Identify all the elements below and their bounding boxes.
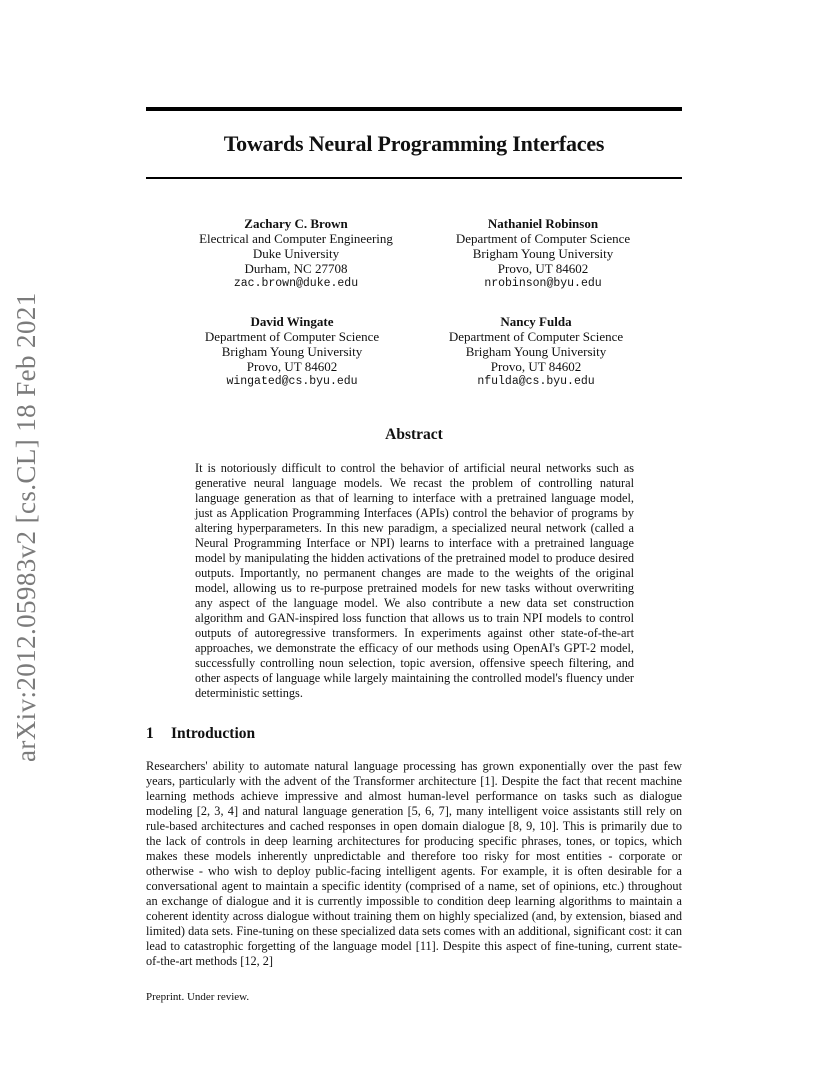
author-name: Zachary C. Brown <box>244 216 348 231</box>
author-address: Provo, UT 84602 <box>490 359 582 374</box>
author-address: Durham, NC 27708 <box>244 261 348 276</box>
author-block <box>166 216 426 291</box>
author-block <box>162 314 422 389</box>
section-title: Introduction <box>171 725 256 742</box>
section-number: 1 <box>146 725 154 742</box>
author-block <box>413 216 673 291</box>
arxiv-identifier-stamp: arXiv:2012.05983v2 [cs.CL] 18 Feb 2021 <box>11 292 41 762</box>
author-email: zac.brown@duke.edu <box>233 277 359 290</box>
title-top-rule <box>146 107 682 111</box>
introduction-text: Researchers' ability to automate natural language processing has grown exponentially over the past few years, particularly with the advent of the Transformer architecture [1]. Despite the fact that recent machine learning methods achieve impressive and almost human-level performance on tasks such as dialogue modeling [2, 3, 4] and natural language generation [5, 6, 7], many intelligent voice assistants still rely on rule-based architectures and cached responses in open domain dialogue [8, 9, 10]. This is primarily due to the lack of controls in deep learning architectures for producing specific phrases, tones, or topics, which makes these models inherently unpredictable and therefore too risky for most entities - corporate or otherwise - who wish to deploy public-facing intelligent agents. For example, it is often desirable for a conversational agent to maintain a specific identity (comprised of a name, set of opinions, etc.) throughout an exchange of dialogue and it is currently impossible to condition deep learning algorithms to maintain a coherent identity across dialogue without training them on highly specialized (and, by extension, biased and limited) data sets. Fine-tuning on these specialized data sets comes with an additional, significant cost: it can lead to catastrophic forgetting of the language model [11]. Despite this aspect of fine-tuning, current state-of-the-art methods [12, 2] <box>146 759 682 968</box>
author-email: nrobinson@byu.edu <box>484 277 602 290</box>
author-institution: Brigham Young University <box>472 246 614 261</box>
author-department: Department of Computer Science <box>455 231 631 246</box>
author-institution: Duke University <box>252 246 340 261</box>
author-institution: Brigham Young University <box>465 344 607 359</box>
author-address: Provo, UT 84602 <box>497 261 589 276</box>
paper-title: Towards Neural Programming Interfaces <box>223 131 605 156</box>
author-email: nfulda@cs.byu.edu <box>477 375 595 388</box>
author-email: wingated@cs.byu.edu <box>226 375 358 388</box>
section-heading <box>146 725 255 743</box>
abstract-text: It is notoriously difficult to control the behavior of artificial neural networks such as generative neural language models. We recast the problem of controlling natural language generation as that of learning to interface with a pretrained language model, just as Application Programming Interfaces (APIs) control the behavior of programs by altering hyperparameters. In this new paradigm, a specialized neural network (called a Neural Programming Interface or NPI) learns to interface with a pretrained language model by manipulating the hidden activations of the pretrained model to produce desired outputs. Importantly, no permanent changes are made to the weights of the original model, allowing us to re-purpose pretrained models for new tasks without overwriting any aspect of the language model. We also contribute a new data set construction algorithm and GAN-inspired loss function that allows us to train NPI models to control outputs of autoregressive transformers. In experiments against other state-of-the-art approaches, we demonstrate the efficacy of our methods using OpenAI's GPT-2 model, successfully controlling noun selection, topic aversion, offensive speech filtering, and other aspects of language while largely maintaining the controlled model's fluency under deterministic settings. <box>195 461 634 700</box>
footer-note: Preprint. Under review. <box>146 991 250 1003</box>
author-name: Nancy Fulda <box>500 314 572 329</box>
author-department: Department of Computer Science <box>448 329 624 344</box>
author-address: Provo, UT 84602 <box>246 359 338 374</box>
author-department: Electrical and Computer Engineering <box>199 231 393 246</box>
author-name: Nathaniel Robinson <box>487 216 599 231</box>
abstract-heading: Abstract <box>385 426 443 443</box>
author-block <box>406 314 666 389</box>
author-name: David Wingate <box>250 314 334 329</box>
author-department: Department of Computer Science <box>204 329 380 344</box>
author-institution: Brigham Young University <box>221 344 363 359</box>
title-bottom-rule <box>146 177 682 179</box>
